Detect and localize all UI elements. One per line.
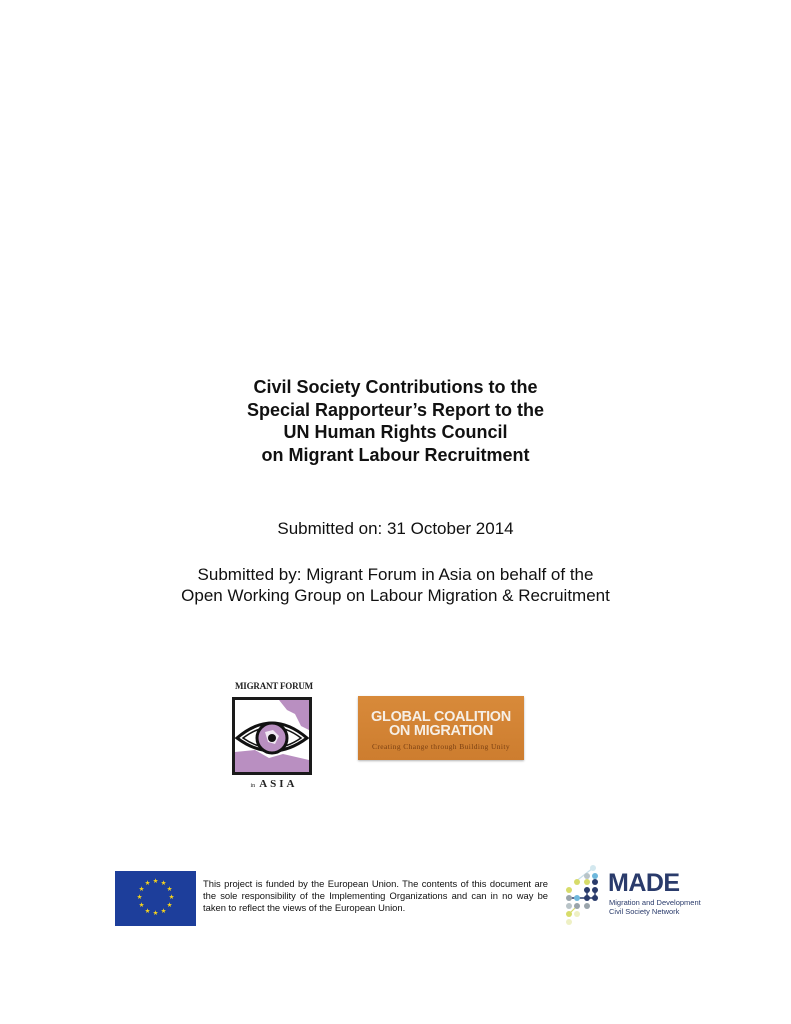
document-title: [0, 376, 791, 466]
submitted-on-date: Submitted on: 31 October 2014: [277, 519, 514, 538]
svg-text:★: ★: [166, 901, 173, 909]
svg-text:★: ★: [160, 879, 167, 887]
submitted-by-line: Submitted by: Migrant Forum in Asia on behalf of the: [197, 565, 594, 584]
made-subtitle-2: Civil Society Network: [609, 907, 680, 916]
mfa-asia-text: ASIA: [259, 778, 298, 790]
made-subtitle-1: Migration and Development: [609, 898, 701, 907]
svg-text:★: ★: [144, 879, 151, 887]
made-dots-icon: [563, 864, 605, 926]
global-coalition-migration-logo: [358, 696, 524, 760]
svg-text:★: ★: [138, 885, 145, 893]
mfa-logo-top-text: MIGRANT FORUM: [235, 681, 313, 691]
svg-text:★: ★: [152, 909, 159, 917]
title-line: UN Human Rights Council: [283, 422, 508, 442]
gcm-line1: GLOBAL COALITION: [371, 709, 511, 725]
svg-text:★: ★: [168, 893, 175, 901]
eye-icon: [232, 697, 312, 775]
gcm-line2: ON MIGRATION: [388, 723, 494, 739]
migrant-forum-asia-logo: [226, 681, 322, 793]
made-network-logo: [563, 864, 708, 926]
svg-text:★: ★: [160, 907, 167, 915]
svg-text:★: ★: [144, 907, 151, 915]
title-line: on Migrant Labour Recruitment: [261, 444, 530, 465]
made-wordmark: MADE: [608, 869, 680, 897]
mfa-logo-bottom-text: [226, 778, 322, 790]
svg-text:★: ★: [166, 885, 173, 893]
eu-funding-disclaimer: This project is funded by the European Union. The contents of this document are the sole responsibility of the Implementing Organizations and can in no way be taken to reflect the views of the European Union.: [203, 878, 548, 913]
submitted-by: [0, 564, 791, 606]
eu-flag-icon: [115, 871, 196, 926]
title-line: Civil Society Contributions to the: [253, 377, 538, 397]
gcm-tagline: Creating Change through Building Unity: [371, 742, 511, 751]
svg-text:★: ★: [138, 901, 145, 909]
title-line: Special Rapporteur’s Report to the: [246, 399, 545, 420]
mfa-in-text: in: [250, 783, 256, 789]
svg-text:★: ★: [152, 877, 159, 885]
svg-text:★: ★: [136, 893, 143, 901]
submitted-by-line: Open Working Group on Labour Migration & Recruitment: [181, 586, 610, 605]
